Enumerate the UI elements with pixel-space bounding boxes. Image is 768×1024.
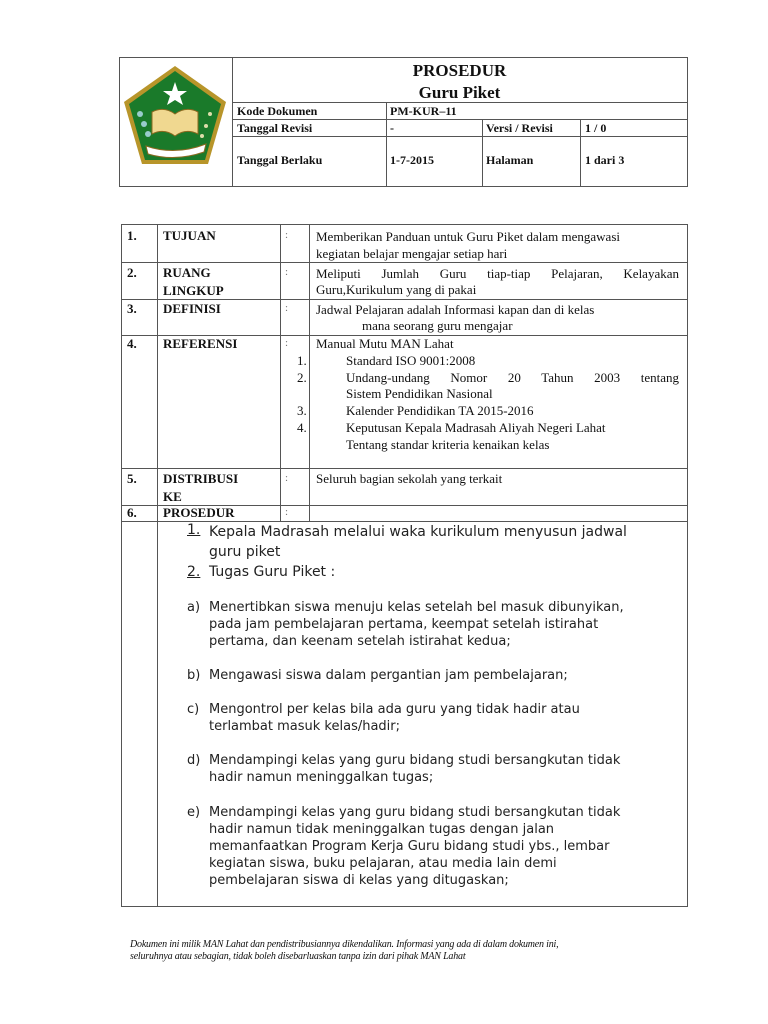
step-text: guru piket [209, 544, 281, 560]
table-divider [121, 299, 687, 300]
row-text: kegiatan belajar mengajar setiap hari [316, 246, 508, 261]
duty-marker: b) [187, 668, 201, 683]
row-number: 1. [127, 228, 137, 243]
row-text: Guru,Kurikulum yang di pakai [316, 282, 477, 297]
duty-marker: c) [187, 702, 200, 717]
berlaku-label: Tanggal Berlaku [237, 153, 323, 167]
step-number: 2. [187, 564, 201, 580]
row-label-ruang: RUANG [163, 265, 211, 280]
table-divider [309, 224, 310, 521]
ref-item: Keputusan Kepala Madrasah Aliyah Negeri Lahat [346, 420, 606, 435]
row-text: Meliputi Jumlah Guru tiap-tiap Pelajaran, Kelayakan [316, 266, 679, 281]
doc-subtitle: Guru Piket [418, 83, 501, 102]
row-colon: : [285, 337, 289, 349]
halaman-label: Halaman [486, 153, 534, 167]
header-divider [580, 119, 581, 186]
ministry-logo [122, 64, 228, 168]
table-divider [280, 224, 281, 521]
ref-item: Tentang standar kriteria kenaikan kelas [346, 437, 550, 452]
ref-number: 2. [297, 370, 307, 385]
ref-item: Sistem Pendidikan Nasional [346, 386, 493, 401]
header-divider [482, 119, 483, 186]
duty-text: pembelajaran siswa di kelas yang ditugaskan; [209, 873, 509, 888]
table-divider [121, 262, 687, 263]
duty-text: pada jam pembelajaran pertama, keempat setelah istirahat [209, 617, 599, 632]
duty-text: Mengawasi siswa dalam pergantian jam pembelajaran; [209, 668, 568, 683]
table-divider [157, 224, 158, 906]
step-text: Kepala Madrasah melalui waka kurikulum menyusun jadwal [209, 524, 627, 540]
row-colon: : [285, 229, 289, 241]
row-label-referensi: REFERENSI [163, 336, 238, 351]
step-number: 1. [187, 522, 201, 538]
duty-text: terlambat masuk kelas/hadir; [209, 719, 401, 734]
ref-item: Undang-undang Nomor 20 Tahun 2003 tentang [346, 370, 679, 385]
row-label-tujuan: TUJUAN [163, 228, 216, 243]
row-colon: : [285, 302, 289, 314]
row-label-definisi: DEFINISI [163, 301, 221, 316]
duty-text: Mengontrol per kelas bila ada guru yang tidak hadir atau [209, 702, 580, 717]
header-divider [386, 102, 387, 186]
duty-text: hadir namun meninggalkan tugas; [209, 770, 434, 785]
row-text: Memberikan Panduan untuk Guru Piket dalam mengawasi [316, 229, 620, 244]
ref-number: 3. [297, 403, 307, 418]
row-label-ke: KE [163, 489, 182, 504]
row-text: mana seorang guru mengajar [362, 318, 513, 333]
duty-text: pertama, dan keenam setelah istirahat kedua; [209, 634, 511, 649]
berlaku-value: 1-7-2015 [390, 153, 434, 167]
row-label-distribusi: DISTRIBUSI [163, 471, 239, 486]
row-number: 3. [127, 301, 137, 316]
ref-number: 1. [297, 353, 307, 368]
row-colon: : [285, 506, 289, 518]
row-label-prosedur: PROSEDUR [163, 505, 235, 520]
revisi-label: Tanggal Revisi [237, 121, 313, 135]
row-text: Jadwal Pelajaran adalah Informasi kapan dan di kelas [316, 302, 595, 317]
ref-number: 4. [297, 420, 307, 435]
row-number: 2. [127, 265, 137, 280]
revisi-value: - [390, 121, 394, 135]
duty-marker: a) [187, 600, 201, 615]
duty-marker: e) [187, 805, 201, 820]
footer-note: Dokumen ini milik MAN Lahat dan pendistribusiannya dikendalikan. Informasi yang ada di dalam dokumen ini, [130, 939, 559, 950]
row-colon: : [285, 266, 289, 278]
versi-value: 1 / 0 [585, 121, 607, 135]
duty-text: memanfaatkan Program Kerja Guru bidang studi ybs., lembar [209, 839, 610, 854]
row-number: 4. [127, 336, 137, 351]
doc-title: PROSEDUR [412, 61, 507, 80]
table-divider [121, 468, 687, 469]
duty-text: Mendampingi kelas yang guru bidang studi bersangkutan tidak [209, 753, 621, 768]
duty-text: hadir namun tidak meninggalkan tugas dengan jalan [209, 822, 555, 837]
kode-value: PM-KUR–11 [390, 104, 457, 118]
ref-item: Standard ISO 9001:2008 [346, 353, 476, 368]
duty-text: Menertibkan siswa menuju kelas setelah bel masuk dibunyikan, [209, 600, 624, 615]
row-colon: : [285, 472, 289, 484]
duty-text: Mendampingi kelas yang guru bidang studi bersangkutan tidak [209, 805, 621, 820]
row-label-lingkup: LINGKUP [163, 283, 224, 298]
versi-label: Versi / Revisi [486, 121, 553, 135]
row-text: Seluruh bagian sekolah yang terkait [316, 471, 503, 486]
footer-note: seluruhnya atau sebagian, tidak boleh disebarluaskan tanpa izin dari pihak MAN Lahat [130, 951, 466, 962]
header-divider [232, 119, 687, 120]
duty-text: kegiatan siswa, buku pelajaran, atau media lain demi [209, 856, 557, 871]
duty-marker: d) [187, 753, 201, 768]
row-number: 5. [127, 471, 137, 486]
halaman-value: 1 dari 3 [585, 153, 625, 167]
step-text: Tugas Guru Piket : [209, 564, 336, 580]
kode-label: Kode Dokumen [237, 104, 318, 118]
header-divider [232, 136, 687, 137]
row-number: 6. [127, 505, 137, 520]
referensi-intro: Manual Mutu MAN Lahat [316, 336, 454, 351]
ref-item: Kalender Pendidikan TA 2015-2016 [346, 403, 534, 418]
